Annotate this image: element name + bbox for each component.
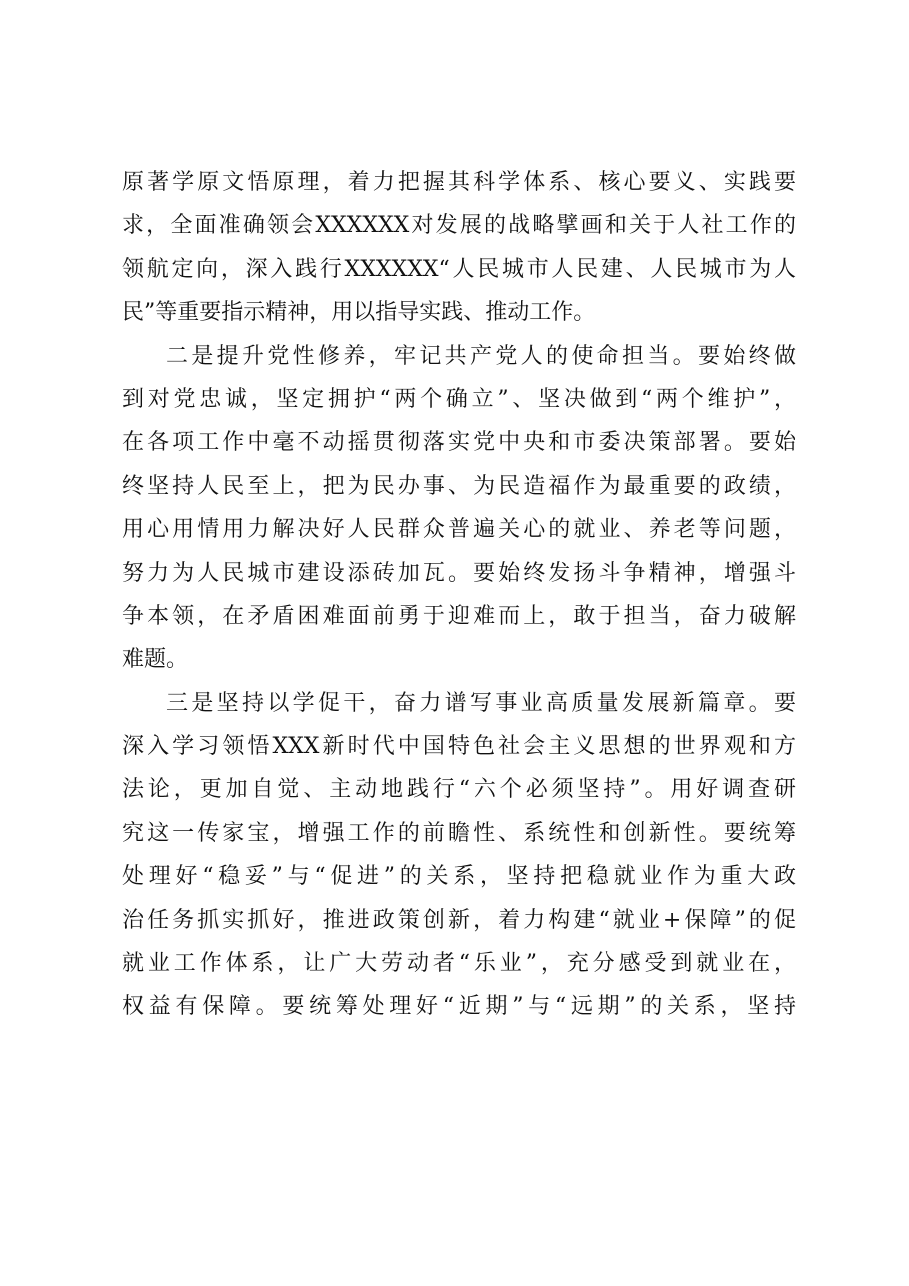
text-line: 求，全面准确领会XXXXXX对发展的战略擘画和关于人社工作的 — [122, 213, 796, 239]
text-line: 就业工作体系，让广大劳动者“乐业”，充分感受到就业在， — [122, 951, 796, 977]
text-line: 难题。 — [122, 647, 189, 673]
text-line: 终坚持人民至上，把为民办事、为民造福作为最重要的政绩， — [122, 473, 796, 499]
text-line: 权益有保障。要统筹处理好“近期”与“远期”的关系，坚持 — [122, 994, 796, 1020]
text-line: 努力为人民城市建设添砖加瓦。要始终发扬斗争精神，增强斗 — [122, 560, 796, 586]
text-line: 究这一传家宝，增强工作的前瞻性、系统性和创新性。要统筹 — [122, 820, 796, 846]
text-line: 用心用情用力解决好人民群众普遍关心的就业、养老等问题， — [122, 517, 796, 543]
text-line: 民”等重要指示精神，用以指导实践、推动工作。 — [122, 300, 596, 326]
paragraph-start-line: 二是提升党性修养，牢记共产党人的使命担当。要始终做 — [166, 343, 796, 369]
text-line: 到对党忠诚，坚定拥护“两个确立”、坚决做到“两个维护”， — [122, 386, 796, 412]
paragraph-start-line: 三是坚持以学促干，奋力谱写事业高质量发展新篇章。要 — [166, 690, 796, 716]
text-line: 处理好“稳妥”与“促进”的关系，坚持把稳就业作为重大政 — [122, 864, 796, 890]
text-line: 争本领，在矛盾困难面前勇于迎难而上，敢于担当，奋力破解 — [122, 603, 796, 629]
text-line: 法论，更加自觉、主动地践行“六个必须坚持”。用好调查研 — [122, 777, 796, 803]
text-line: 治任务抓实抓好，推进政策创新，着力构建“就业+保障”的促 — [122, 907, 796, 933]
text-line: 领航定向，深入践行XXXXXX“人民城市人民建、人民城市为人 — [122, 256, 796, 282]
text-line: 原著学原文悟原理，着力把握其科学体系、核心要义、实践要 — [122, 170, 796, 195]
text-line: 深入学习领悟XXX新时代中国特色社会主义思想的世界观和方 — [122, 734, 796, 760]
text-line: 在各项工作中毫不动摇贯彻落实党中央和市委决策部署。要始 — [122, 430, 796, 456]
body-text — [122, 161, 796, 1029]
